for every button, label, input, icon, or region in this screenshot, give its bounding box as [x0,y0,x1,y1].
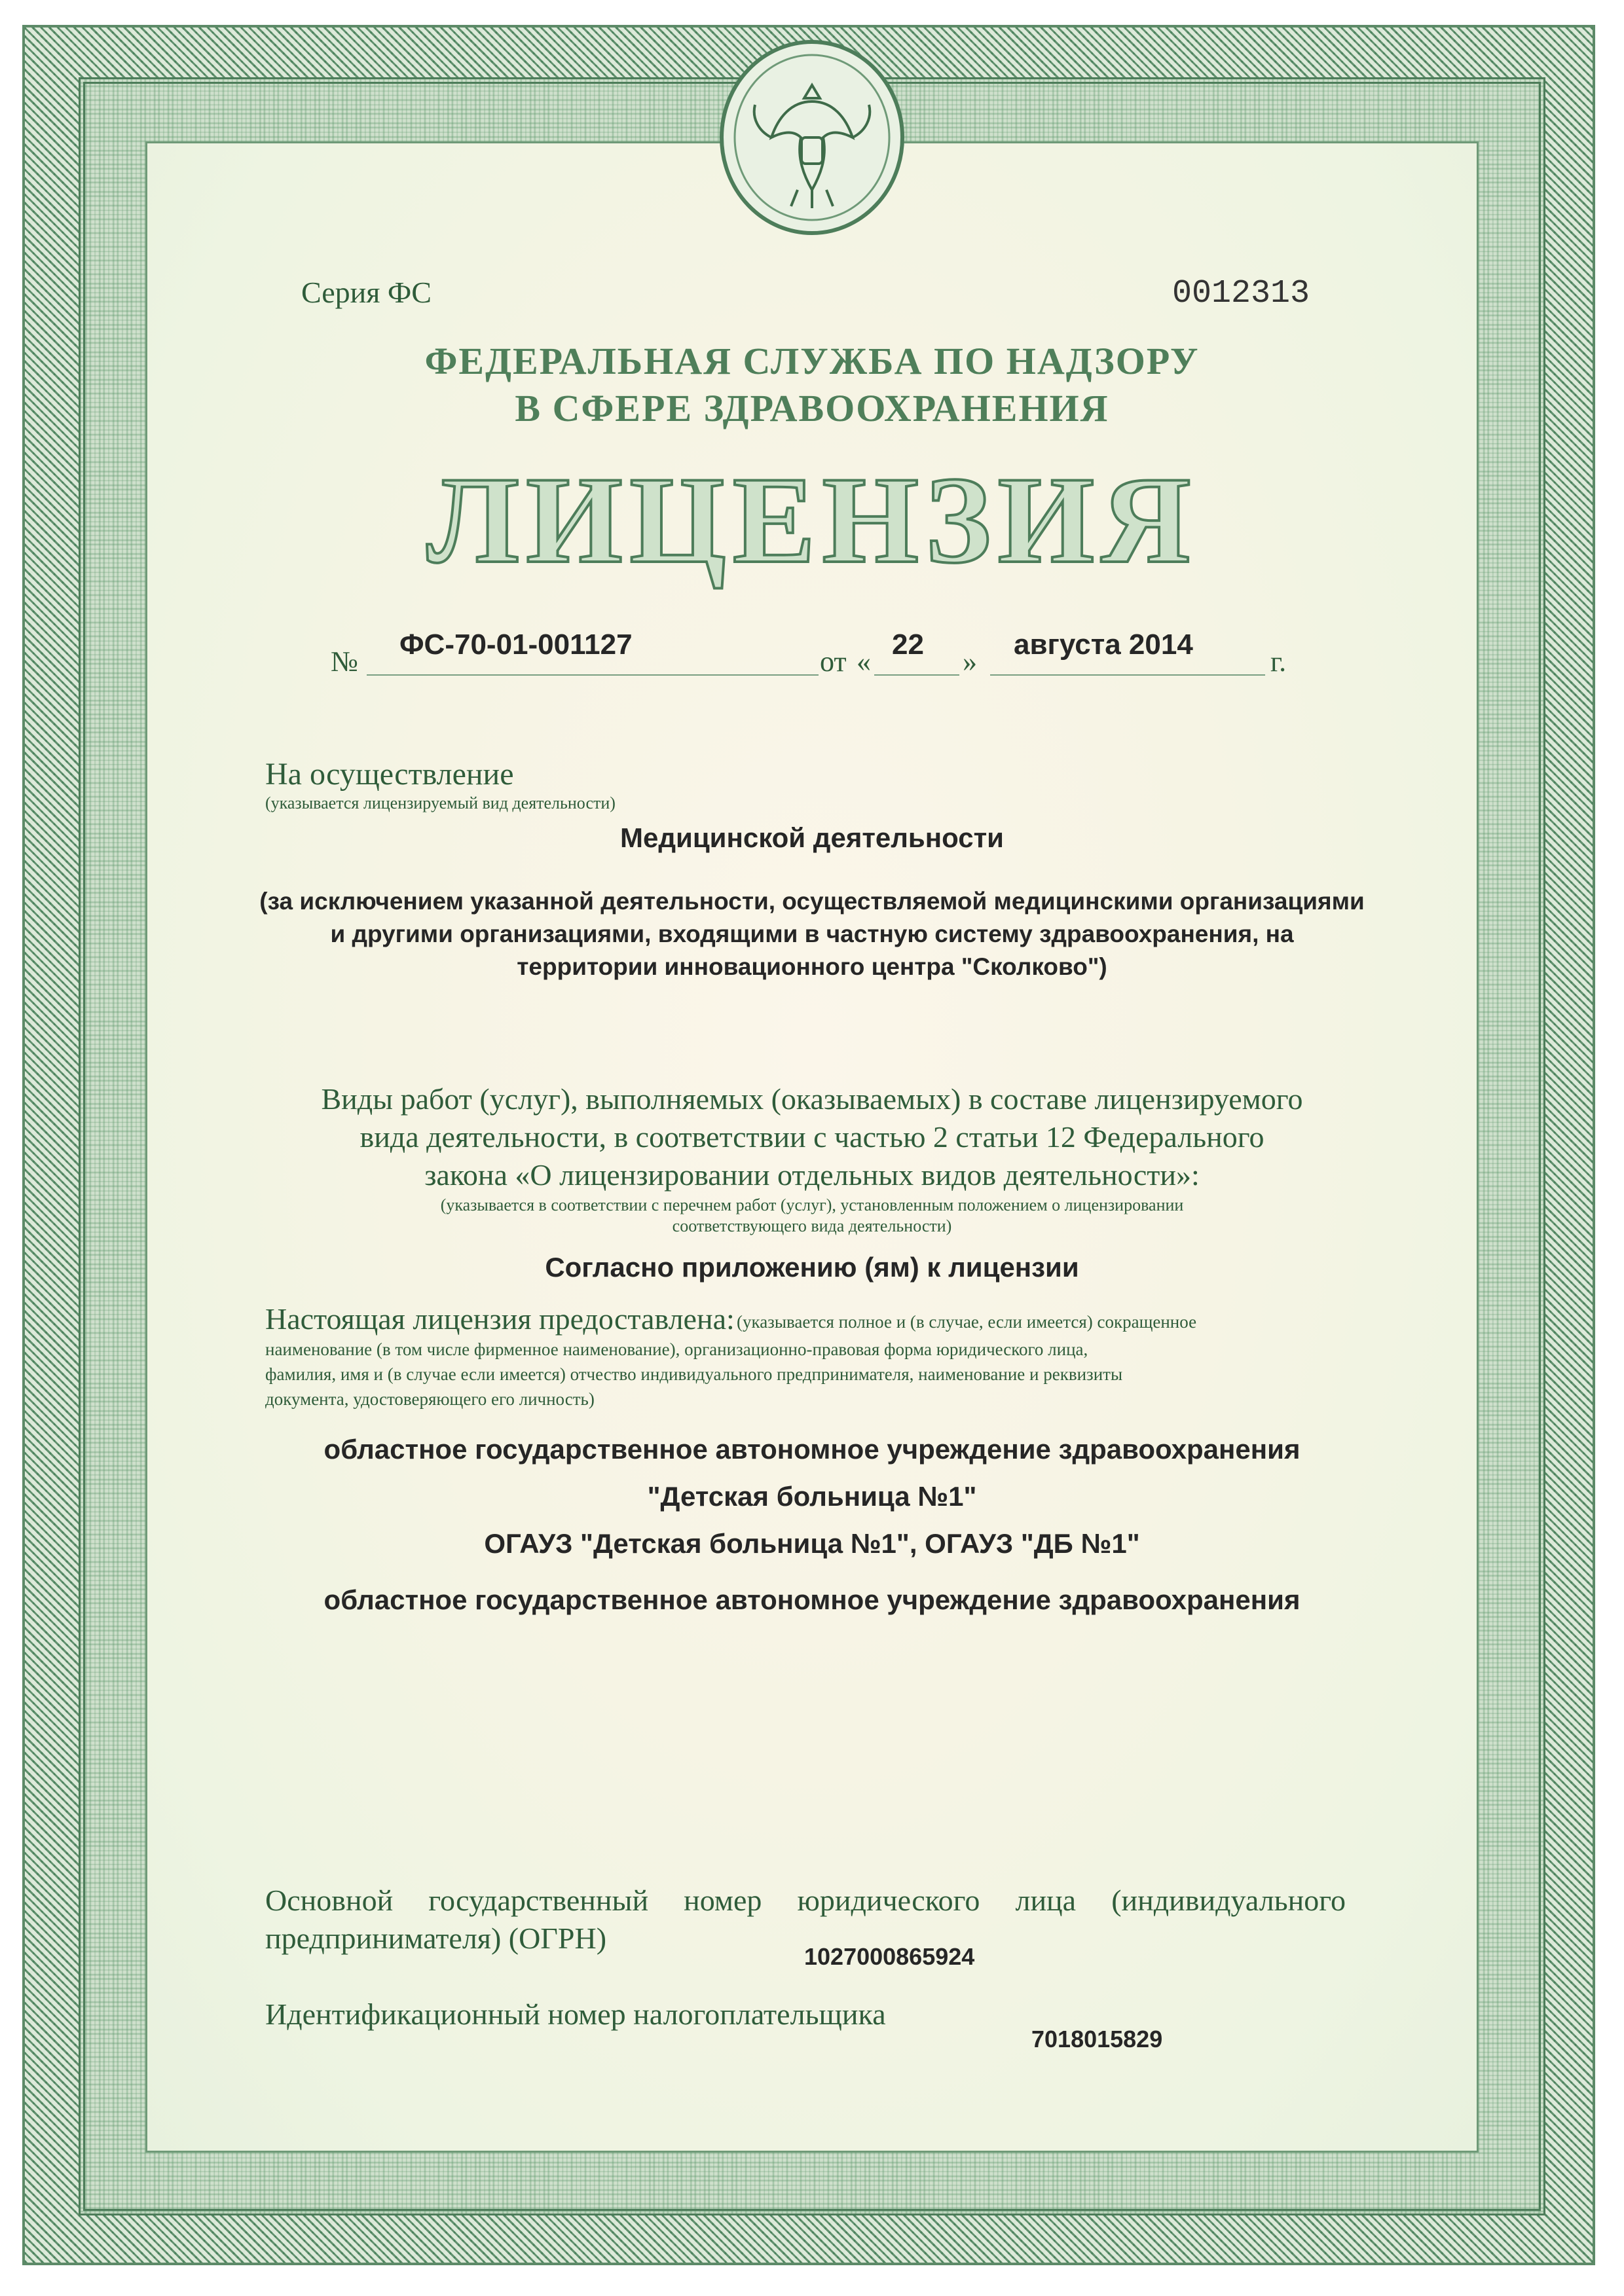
license-day: 22 [892,629,924,661]
works-line-3: закона «О лицензировании отдельных видов деятельности»: [424,1158,1200,1192]
coat-of-arms-icon [719,39,905,236]
licensee-hint-line-4: документа, удостоверяющего его личность) [265,1389,595,1409]
works-hint-line-2: соответствующего вида деятельности) [672,1216,952,1235]
inn-value: 7018015829 [1031,2026,1163,2052]
activity-description-line-2: и другими организациями, входящими в частную систему здравоохранения, на [330,920,1294,947]
licensee-label: Настоящая лицензия предоставлена: [265,1302,735,1336]
license-month-year: августа 2014 [1014,629,1193,661]
licensee-hint-line-3: фамилия, имя и (в случае если имеется) отчество индивидуального предпринимателя, наименование и реквизиты [265,1364,1123,1384]
quote-open: « [857,646,871,678]
inn-label: Идентификационный номер налогоплательщика [265,1997,886,2031]
day-underline [874,674,959,676]
works-value: Согласно приложению (ям) к лицензии [545,1252,1079,1283]
works-hint-line-1: (указывается в соответствии с перечнем работ (услуг), установленным положением о лицензировании [440,1195,1184,1214]
activity-description-line-1: (за исключением указанной деятельности, осуществляемой медицинскими организациями [259,888,1365,915]
licensee-hint-line-2: наименование (в том числе фирменное наименование), организационно-правовая форма юридического лица, [265,1339,1088,1359]
activity-title: Медицинской деятельности [620,822,1004,853]
ogrn-label-line-2: предпринимателя) (ОГРН) [265,1922,607,1955]
ogrn-label-line-1: Основной государственный номер юридического лица (индивидуального [265,1884,1346,1917]
from-label: от [820,646,847,678]
licensee-name-line-2: "Детская больница №1" [647,1481,977,1512]
activity-label: На осуществление [265,757,514,792]
quote-close: » [963,646,977,678]
month-underline [990,674,1265,676]
agency-line-1: ФЕДЕРАЛЬНАЯ СЛУЖБА ПО НАДЗОРУ [424,340,1200,382]
number-underline [367,674,819,676]
licensee-short-name: ОГАУЗ "Детская больница №1", ОГАУЗ "ДБ №1" [484,1528,1140,1559]
works-line-1: Виды работ (услуг), выполняемых (оказываемых) в составе лицензируемого [321,1082,1303,1116]
license-number: ФС-70-01-001127 [399,629,633,661]
activity-hint: (указывается лицензируемый вид деятельности) [265,793,616,812]
year-suffix: г. [1270,646,1287,678]
number-sign: № [331,646,358,678]
licensee-legal-form: областное государственное автономное учреждение здравоохранения [323,1584,1301,1615]
activity-description-line-3: территории инновационного центра "Сколково") [517,953,1107,980]
licensee-hint-line-1: (указывается полное и (в случае, если имеется) сокращенное [737,1312,1197,1332]
document-title: ЛИЦЕНЗИЯ [426,452,1198,589]
series-label: Серия ФС [301,276,432,309]
ogrn-value: 1027000865924 [804,1943,975,1970]
works-line-2: вида деятельности, в соответствии с частью 2 статьи 12 Федерального [360,1120,1264,1154]
agency-line-2: В СФЕРЕ ЗДРАВООХРАНЕНИЯ [515,387,1109,429]
licensee-name-line-1: областное государственное автономное учреждение здравоохранения [323,1434,1301,1465]
serial-number: 0012313 [1172,275,1310,312]
